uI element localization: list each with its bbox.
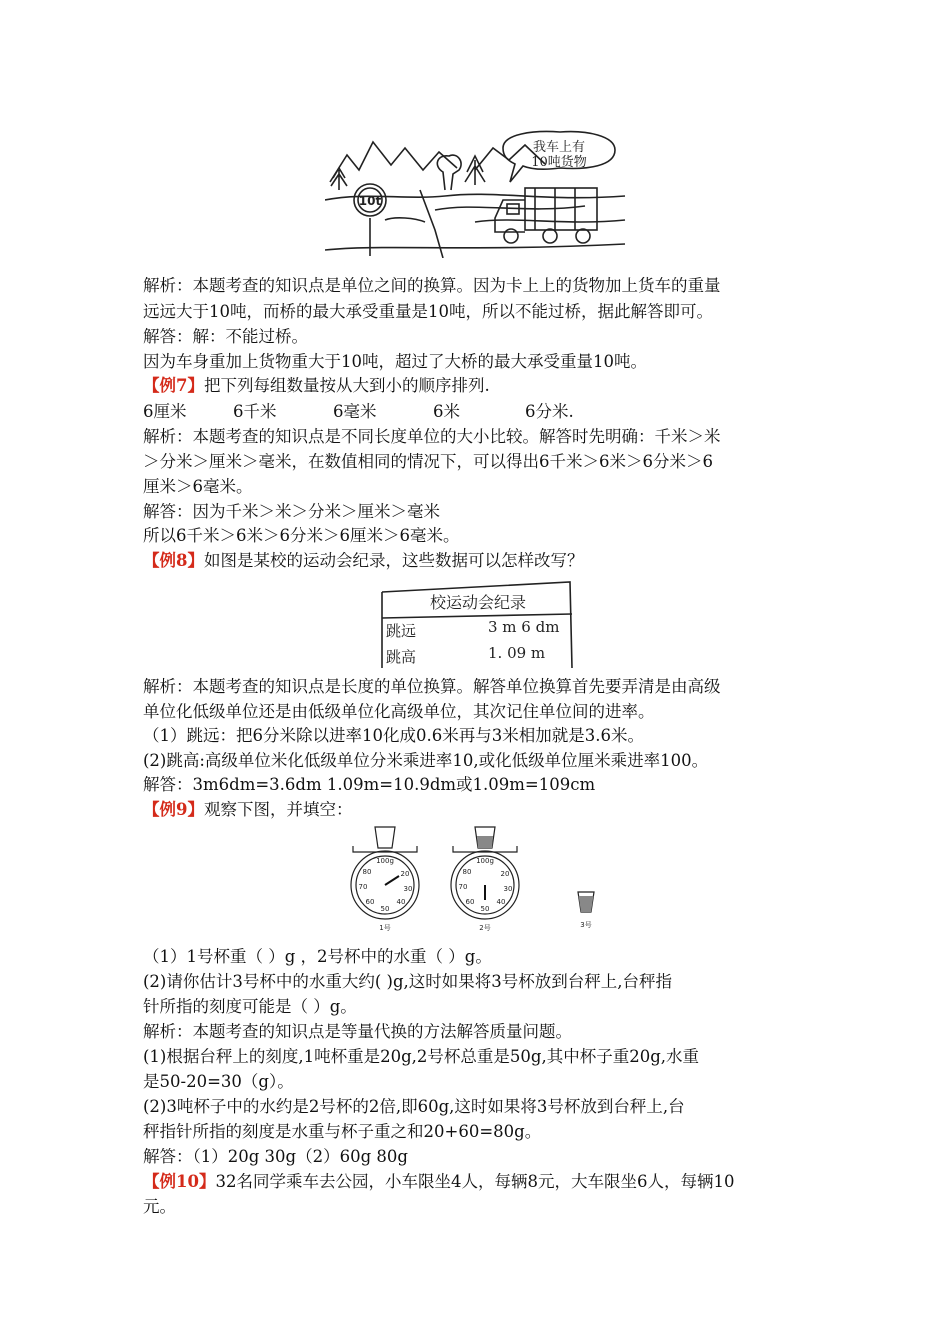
ex8-answer: 解答：3m6dm=3.6dm 1.09m=10.9dm或1.09m=109cm [143, 775, 596, 794]
dial-label: 40 [396, 898, 406, 906]
ex8-question [143, 549, 583, 573]
bubble-text-line1: 我车上有 [532, 140, 586, 155]
ex10-question-text: 32名同学乘车去公园，小车限坐4人，每辆8元，大车限坐6人，每辆10 [215, 1172, 735, 1191]
ex9-analysis-line2: 是50-20=30（g）。 [143, 1072, 294, 1091]
dial-label: 70 [358, 883, 368, 891]
ex10-question-line1 [143, 1170, 734, 1194]
sign-text: 10t [358, 194, 382, 208]
dial-label: 60 [365, 898, 375, 906]
dial-label: 70 [458, 883, 468, 891]
ex7-analysis-line1: 解析：本题考查的知识点是不同长度单位的大小比较。解答时先明确：千米＞米 [143, 427, 721, 446]
ex6-analysis-line1: 解析：本题考查的知识点是单位之间的换算。因为卡上上的货物加上货车的重量 [143, 276, 721, 295]
record-event: 跳远 [386, 622, 417, 640]
record-event: 跳高 [386, 648, 417, 666]
record-value: 3 m 6 dm [488, 618, 560, 636]
ex6-answer-line2: 因为车身重加上货物重大于10吨，超过了大桥的最大承受重量10吨。 [143, 352, 647, 371]
ex9-analysis-line4: 秤指针所指的刻度是水重与杯子重之和20+60=80g。 [143, 1122, 542, 1141]
sports-record-table [378, 578, 576, 670]
dial-label: 30 [403, 885, 413, 893]
dial-label: 80 [462, 868, 472, 876]
record-title: 校运动会纪录 [429, 593, 527, 612]
ex7-question-text: 把下列每组数量按从大到小的顺序排列. [203, 376, 490, 395]
ex7-item: 6米 [433, 402, 460, 421]
ex9-q2-line1: (2)请你估计3号杯中的水重大约( )g,这时如果将3号杯放到台秤上,台秤指 [143, 972, 673, 991]
ex9-analysis-line1: (1)根据台秤上的刻度,1吨杯重是20g,2号杯总重是50g,其中杯子重20g,水重 [143, 1047, 700, 1066]
ex7-answer-line1: 解答：因为千米＞米＞分米＞厘米＞毫米 [143, 502, 440, 521]
dial-label: 30 [503, 885, 513, 893]
ex7-answer-line2: 所以6千米＞6米＞6分米＞6厘米＞6毫米。 [143, 526, 460, 545]
ex9-q1: （1）1号杯重（ ）g ，2号杯中的水重（ ）g。 [143, 947, 492, 966]
ex8-analysis-line1: 解析：本题考查的知识点是长度的单位换算。解答单位换算首先要弄清是由高级 [143, 677, 721, 696]
ex9-q2-line2: 针所指的刻度可能是（ ）g。 [143, 997, 357, 1016]
truck-bridge-illustration [325, 130, 630, 258]
dial-label: 80 [362, 868, 372, 876]
ex7-analysis-line2: ＞分米＞厘米＞毫米，在数值相同的情况下，可以得出6千米＞6米＞6分米＞6 [143, 452, 713, 471]
dial-label: 40 [496, 898, 506, 906]
ex8-analysis-line2: 单位化低级单位还是由低级单位化高级单位，其次记住单位间的进率。 [143, 702, 655, 721]
dial-top-label: 100g [376, 857, 394, 865]
ex7-label: 【例7】 [143, 376, 204, 395]
dial-label: 20 [500, 870, 510, 878]
ex7-item: 6分米. [525, 402, 574, 421]
ex9-answer: 解答：（1）20g 30g（2）60g 80g [143, 1147, 408, 1166]
ex10-question-line2: 元。 [143, 1197, 176, 1216]
ex8-label: 【例8】 [143, 551, 204, 570]
ex6-answer-line1: 解答：解：不能过桥。 [143, 327, 308, 346]
ex6-analysis-line2: 远远大于10吨，而桥的最大承受重量是10吨，所以不能过桥，据此解答即可。 [143, 302, 713, 321]
cup-caption-3: 3号 [580, 921, 592, 929]
dial-label: 20 [400, 870, 410, 878]
dial-label: 50 [480, 905, 490, 913]
dial-label: 50 [380, 905, 390, 913]
ex9-label: 【例9】 [143, 800, 204, 819]
scale-caption-2: 2号 [479, 924, 491, 932]
ex8-question-text: 如图是某校的运动会纪录，这些数据可以怎样改写？ [203, 551, 584, 570]
scale-caption-1: 1号 [379, 924, 391, 932]
ex9-question-text: 观察下图，并填空： [203, 800, 353, 819]
dial-top-label: 100g [476, 857, 494, 865]
ex7-item: 6毫米 [333, 402, 377, 421]
bubble-text-line2: 10吨货物 [531, 155, 587, 170]
ex7-item: 6厘米 [143, 402, 187, 421]
ex9-question [143, 798, 352, 822]
ex8-analysis-line3: （1）跳远：把6分米除以进率10化成0.6米再与3米相加就是3.6米。 [143, 726, 644, 745]
ex7-question [143, 374, 490, 398]
ex10-label: 【例10】 [143, 1172, 216, 1191]
record-value: 1. 09 m [488, 644, 546, 662]
ex8-analysis-line4: (2)跳高:高级单位米化低级单位分米乘进率10,或化低级单位厘米乘进率100。 [143, 751, 709, 770]
ex7-items [143, 400, 574, 424]
ex7-analysis-line3: 厘米＞6毫米。 [143, 477, 253, 496]
scale-diagram [345, 822, 615, 934]
ex7-item: 6千米 [233, 402, 277, 421]
ex9-analysis-line3: (2)3吨杯子中的水约是2号杯的2倍,即60g,这时如果将3号杯放到台秤上,台 [143, 1097, 685, 1116]
dial-label: 60 [465, 898, 475, 906]
ex9-analysis-line0: 解析：本题考查的知识点是等量代换的方法解答质量问题。 [143, 1022, 572, 1041]
